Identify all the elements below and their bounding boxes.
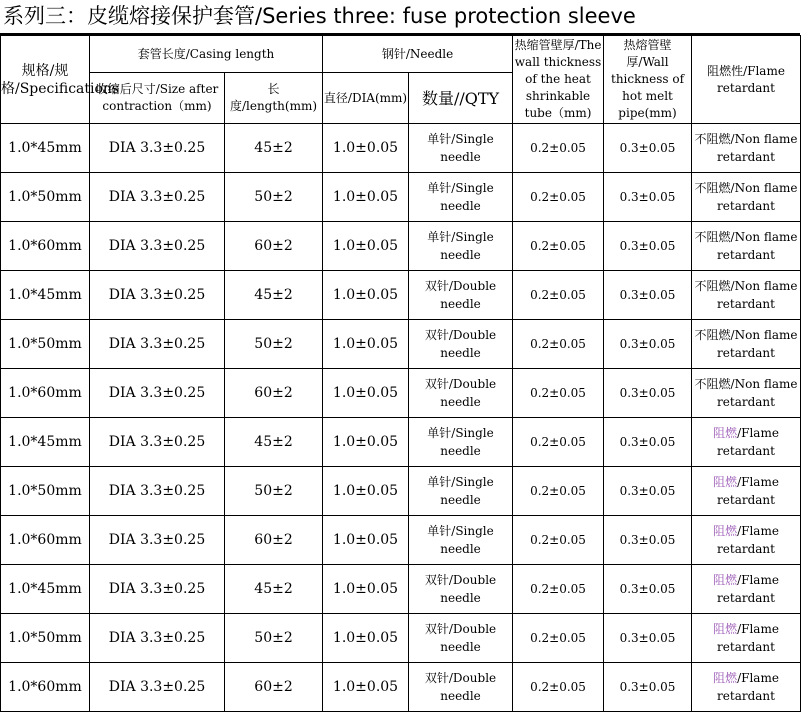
header-qty: 数量//QTY [409,73,513,124]
flame-cn: 阻燃 [713,573,738,587]
header-length: 长度/length(mm) [225,73,323,124]
table-row [1,614,801,663]
size-after-cell: DIA 3.3±0.25 [90,663,225,712]
table-row [1,173,801,222]
wall-thickness-cell: 0.2±0.05 [513,418,604,467]
qty-cell [409,418,513,467]
flame-cell [692,565,801,614]
qty-cell [409,614,513,663]
qty-cell [409,516,513,565]
qty-cell [409,663,513,712]
wall-thickness-cell: 0.2±0.05 [513,565,604,614]
flame-cell [692,663,801,712]
flame-cn: 阻燃 [713,524,738,538]
qty-cn: 双针 [424,671,449,685]
length-cell: 60±2 [225,222,323,271]
qty-cn: 单针 [427,426,452,440]
flame-cn: 阻燃 [713,622,738,636]
qty-cn: 单针 [427,475,452,489]
page-title: 系列三：皮缆熔接保护套管/Series three: fuse protection sleeve [3,4,636,28]
hot-melt-cell: 0.3±0.05 [604,173,692,222]
qty-cn: 双针 [424,328,449,342]
table-row [1,418,801,467]
qty-cell [409,124,513,173]
size-after-cell: DIA 3.3±0.25 [90,614,225,663]
dia-cell: 1.0±0.05 [323,663,409,712]
wall-thickness-cell: 0.2±0.05 [513,516,604,565]
length-cell: 60±2 [225,369,323,418]
flame-en: /Flame retardant [717,671,779,703]
flame-cell [692,222,801,271]
size-after-cell: DIA 3.3±0.25 [90,320,225,369]
flame-cn: 不阻燃 [694,377,731,391]
spec-cell: 1.0*50mm [1,173,90,222]
flame-cn: 不阻燃 [694,279,731,293]
dia-cell: 1.0±0.05 [323,418,409,467]
flame-en: /Flame retardant [717,573,779,605]
size-after-cell: DIA 3.3±0.25 [90,516,225,565]
spec-cell: 1.0*60mm [1,516,90,565]
qty-en: /Double needle [440,622,497,654]
qty-en: /Single needle [440,230,494,262]
table-body [1,124,801,712]
qty-en: /Double needle [440,328,497,360]
qty-cn: 单针 [427,132,452,146]
dia-cell: 1.0±0.05 [323,222,409,271]
length-cell: 45±2 [225,124,323,173]
header-dia: 直径/DIA(mm) [323,73,409,124]
hot-melt-cell: 0.3±0.05 [604,222,692,271]
header-needle: 钢针/Needle [323,36,513,73]
qty-cn: 单针 [427,181,452,195]
qty-cell [409,565,513,614]
qty-cell [409,271,513,320]
flame-en: /Flame retardant [717,524,779,556]
dia-cell: 1.0±0.05 [323,124,409,173]
qty-en: /Double needle [440,573,497,605]
table-row [1,320,801,369]
spec-cell: 1.0*50mm [1,467,90,516]
size-after-cell: DIA 3.3±0.25 [90,418,225,467]
header-wall-thickness: 热缩管壁厚/The wall thickness of the heat shrinkable tube（mm) [513,36,604,124]
flame-en: /Flame retardant [717,622,779,654]
size-after-cell: DIA 3.3±0.25 [90,369,225,418]
hot-melt-cell: 0.3±0.05 [604,614,692,663]
hot-melt-cell: 0.3±0.05 [604,565,692,614]
length-cell: 45±2 [225,565,323,614]
dia-cell: 1.0±0.05 [323,516,409,565]
dia-cell: 1.0±0.05 [323,565,409,614]
spec-cell: 1.0*60mm [1,222,90,271]
qty-cell [409,369,513,418]
flame-cell [692,614,801,663]
length-cell: 45±2 [225,271,323,320]
wall-thickness-cell: 0.2±0.05 [513,369,604,418]
table-row [1,369,801,418]
size-after-cell: DIA 3.3±0.25 [90,124,225,173]
flame-en: /Non flame retardant [717,230,798,262]
table-row [1,222,801,271]
header-casing-length: 套管长度/Casing length [90,36,323,73]
qty-cn: 双针 [424,279,449,293]
flame-cn: 不阻燃 [694,230,731,244]
flame-en: /Non flame retardant [717,279,798,311]
flame-cn: 阻燃 [713,671,738,685]
length-cell: 50±2 [225,614,323,663]
qty-cell [409,173,513,222]
hot-melt-cell: 0.3±0.05 [604,320,692,369]
flame-cell [692,320,801,369]
hot-melt-cell: 0.3±0.05 [604,516,692,565]
qty-en: /Single needle [440,181,494,213]
qty-cn: 双针 [424,573,449,587]
qty-en: /Double needle [440,671,497,703]
table-row [1,565,801,614]
flame-cn: 不阻燃 [694,328,731,342]
flame-cell [692,418,801,467]
table-row [1,467,801,516]
qty-cell [409,320,513,369]
wall-thickness-cell: 0.2±0.05 [513,467,604,516]
length-cell: 50±2 [225,173,323,222]
spec-cell: 1.0*45mm [1,124,90,173]
hot-melt-cell: 0.3±0.05 [604,663,692,712]
qty-cell [409,467,513,516]
qty-en: /Single needle [440,132,494,164]
header-spec: 规格/规格/Specifications [1,36,90,124]
flame-cell [692,516,801,565]
header-flame: 阻燃性/Flame retardant [692,36,801,124]
dia-cell: 1.0±0.05 [323,467,409,516]
dia-cell: 1.0±0.05 [323,320,409,369]
flame-en: /Flame retardant [717,426,779,458]
spec-cell: 1.0*45mm [1,565,90,614]
header-hot-melt: 热熔管壁厚/Wall thickness of hot melt pipe(mm) [604,36,692,124]
flame-en: /Non flame retardant [717,328,798,360]
qty-cn: 双针 [424,622,449,636]
flame-cell [692,173,801,222]
table-row [1,663,801,712]
qty-en: /Single needle [440,426,494,458]
length-cell: 60±2 [225,663,323,712]
qty-en: /Single needle [440,524,494,556]
hot-melt-cell: 0.3±0.05 [604,124,692,173]
table-row [1,271,801,320]
dia-cell: 1.0±0.05 [323,369,409,418]
dia-cell: 1.0±0.05 [323,614,409,663]
wall-thickness-cell: 0.2±0.05 [513,124,604,173]
flame-cn: 阻燃 [713,426,738,440]
flame-en: /Flame retardant [717,475,779,507]
dia-cell: 1.0±0.05 [323,271,409,320]
table-row [1,516,801,565]
flame-en: /Non flame retardant [717,132,798,164]
header-size-after: 收缩后尺寸/Size after contraction（mm) [90,73,225,124]
flame-en: /Non flame retardant [717,181,798,213]
flame-cell [692,271,801,320]
spec-cell: 1.0*45mm [1,418,90,467]
wall-thickness-cell: 0.2±0.05 [513,614,604,663]
table-row [1,124,801,173]
dia-cell: 1.0±0.05 [323,173,409,222]
spec-cell: 1.0*50mm [1,614,90,663]
flame-cell [692,369,801,418]
spec-cell: 1.0*60mm [1,369,90,418]
spec-cell: 1.0*45mm [1,271,90,320]
length-cell: 45±2 [225,418,323,467]
flame-cn: 阻燃 [713,475,738,489]
hot-melt-cell: 0.3±0.05 [604,467,692,516]
qty-cn: 双针 [424,377,449,391]
hot-melt-cell: 0.3±0.05 [604,418,692,467]
wall-thickness-cell: 0.2±0.05 [513,663,604,712]
flame-cell [692,467,801,516]
flame-cell [692,124,801,173]
wall-thickness-cell: 0.2±0.05 [513,222,604,271]
qty-en: /Double needle [440,377,497,409]
flame-cn: 不阻燃 [694,132,731,146]
qty-en: /Double needle [440,279,497,311]
length-cell: 50±2 [225,467,323,516]
flame-en: /Non flame retardant [717,377,798,409]
length-cell: 60±2 [225,516,323,565]
size-after-cell: DIA 3.3±0.25 [90,222,225,271]
qty-en: /Single needle [440,475,494,507]
size-after-cell: DIA 3.3±0.25 [90,173,225,222]
size-after-cell: DIA 3.3±0.25 [90,271,225,320]
wall-thickness-cell: 0.2±0.05 [513,173,604,222]
length-cell: 50±2 [225,320,323,369]
qty-cn: 单针 [427,230,452,244]
spec-cell: 1.0*50mm [1,320,90,369]
qty-cell [409,222,513,271]
qty-cn: 单针 [427,524,452,538]
hot-melt-cell: 0.3±0.05 [604,271,692,320]
hot-melt-cell: 0.3±0.05 [604,369,692,418]
flame-cn: 不阻燃 [694,181,731,195]
wall-thickness-cell: 0.2±0.05 [513,320,604,369]
wall-thickness-cell: 0.2±0.05 [513,271,604,320]
size-after-cell: DIA 3.3±0.25 [90,565,225,614]
spec-cell: 1.0*60mm [1,663,90,712]
spec-table [0,35,801,712]
size-after-cell: DIA 3.3±0.25 [90,467,225,516]
